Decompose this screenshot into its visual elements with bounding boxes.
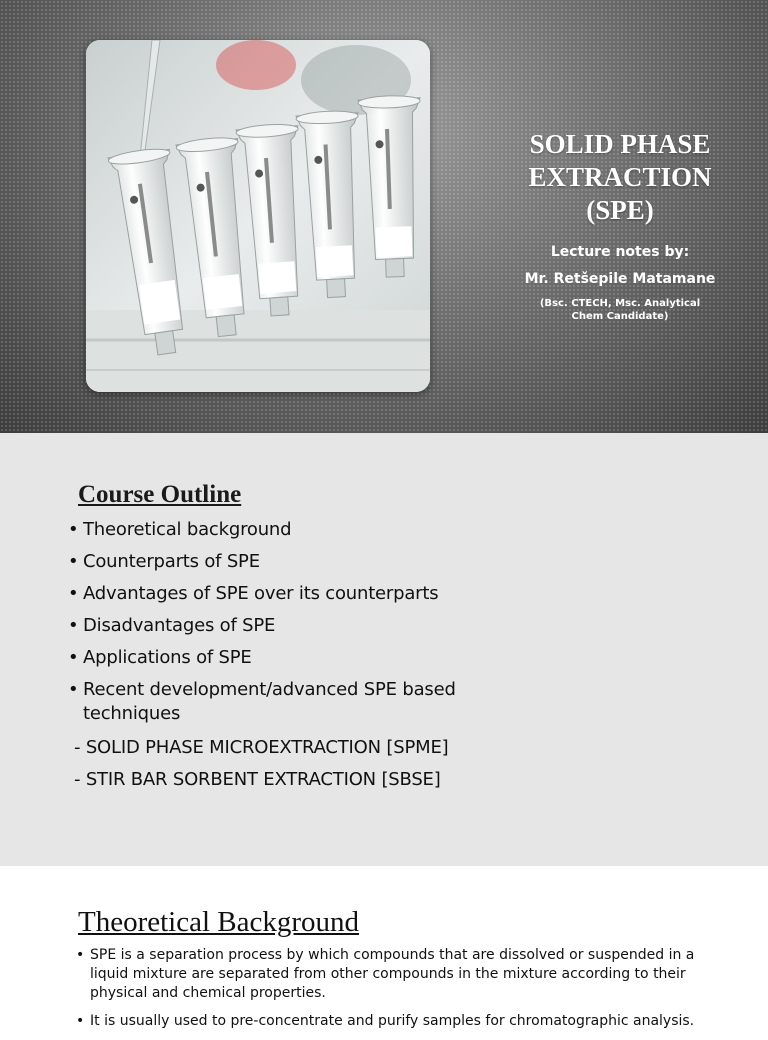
list-item: - SOLID PHASE MICROEXTRACTION [SPME] xyxy=(74,737,449,758)
outline-list xyxy=(68,518,528,734)
lecture-label: Lecture notes by: xyxy=(550,244,690,260)
bullet-icon: • xyxy=(68,679,79,700)
theoretical-background-slide xyxy=(0,866,768,1029)
bullet-icon: • xyxy=(76,1013,85,1029)
author-credentials: (Bsc. CTECH, Msc. Analytical Chem Candidate) xyxy=(539,298,701,322)
slide-title: SOLID PHASE EXTRACTION (SPE) xyxy=(528,129,712,225)
title-block xyxy=(520,128,720,323)
spe-cartridges-photo xyxy=(86,40,430,392)
course-outline-slide xyxy=(0,433,768,866)
list-item: • Recent development/advanced SPE based techniques xyxy=(68,679,456,724)
bullet-icon: • xyxy=(68,551,79,572)
list-item: • Applications of SPE xyxy=(68,647,252,668)
sub-technique-list xyxy=(74,736,448,800)
list-item: • Theoretical background xyxy=(68,519,292,540)
list-item: • Advantages of SPE over its counterparts xyxy=(68,583,439,604)
list-item: • Disadvantages of SPE xyxy=(68,615,276,636)
background-title: Theoretical Background xyxy=(78,906,360,938)
bullet-icon: • xyxy=(76,947,85,963)
bullet-icon: • xyxy=(68,615,79,636)
list-item: - STIR BAR SORBENT EXTRACTION [SBSE] xyxy=(74,769,441,790)
outline-title: Course Outline xyxy=(78,481,242,508)
list-item: • It is usually used to pre-concentrate and purify samples for chromatographic analysis. xyxy=(76,1013,695,1029)
bullet-icon: • xyxy=(68,519,79,540)
bullet-icon: • xyxy=(68,583,79,604)
list-item: • SPE is a separation process by which compounds that are dissolved or suspended in a liquid mixture are separated from other compounds in the mixture according to their physical and chemical properties. xyxy=(76,947,695,1001)
list-item: • Counterparts of SPE xyxy=(68,551,260,572)
author-name: Mr. Retšepile Matamane xyxy=(524,271,716,287)
background-list xyxy=(76,946,696,1040)
title-slide xyxy=(0,0,768,433)
bullet-icon: • xyxy=(68,647,79,668)
